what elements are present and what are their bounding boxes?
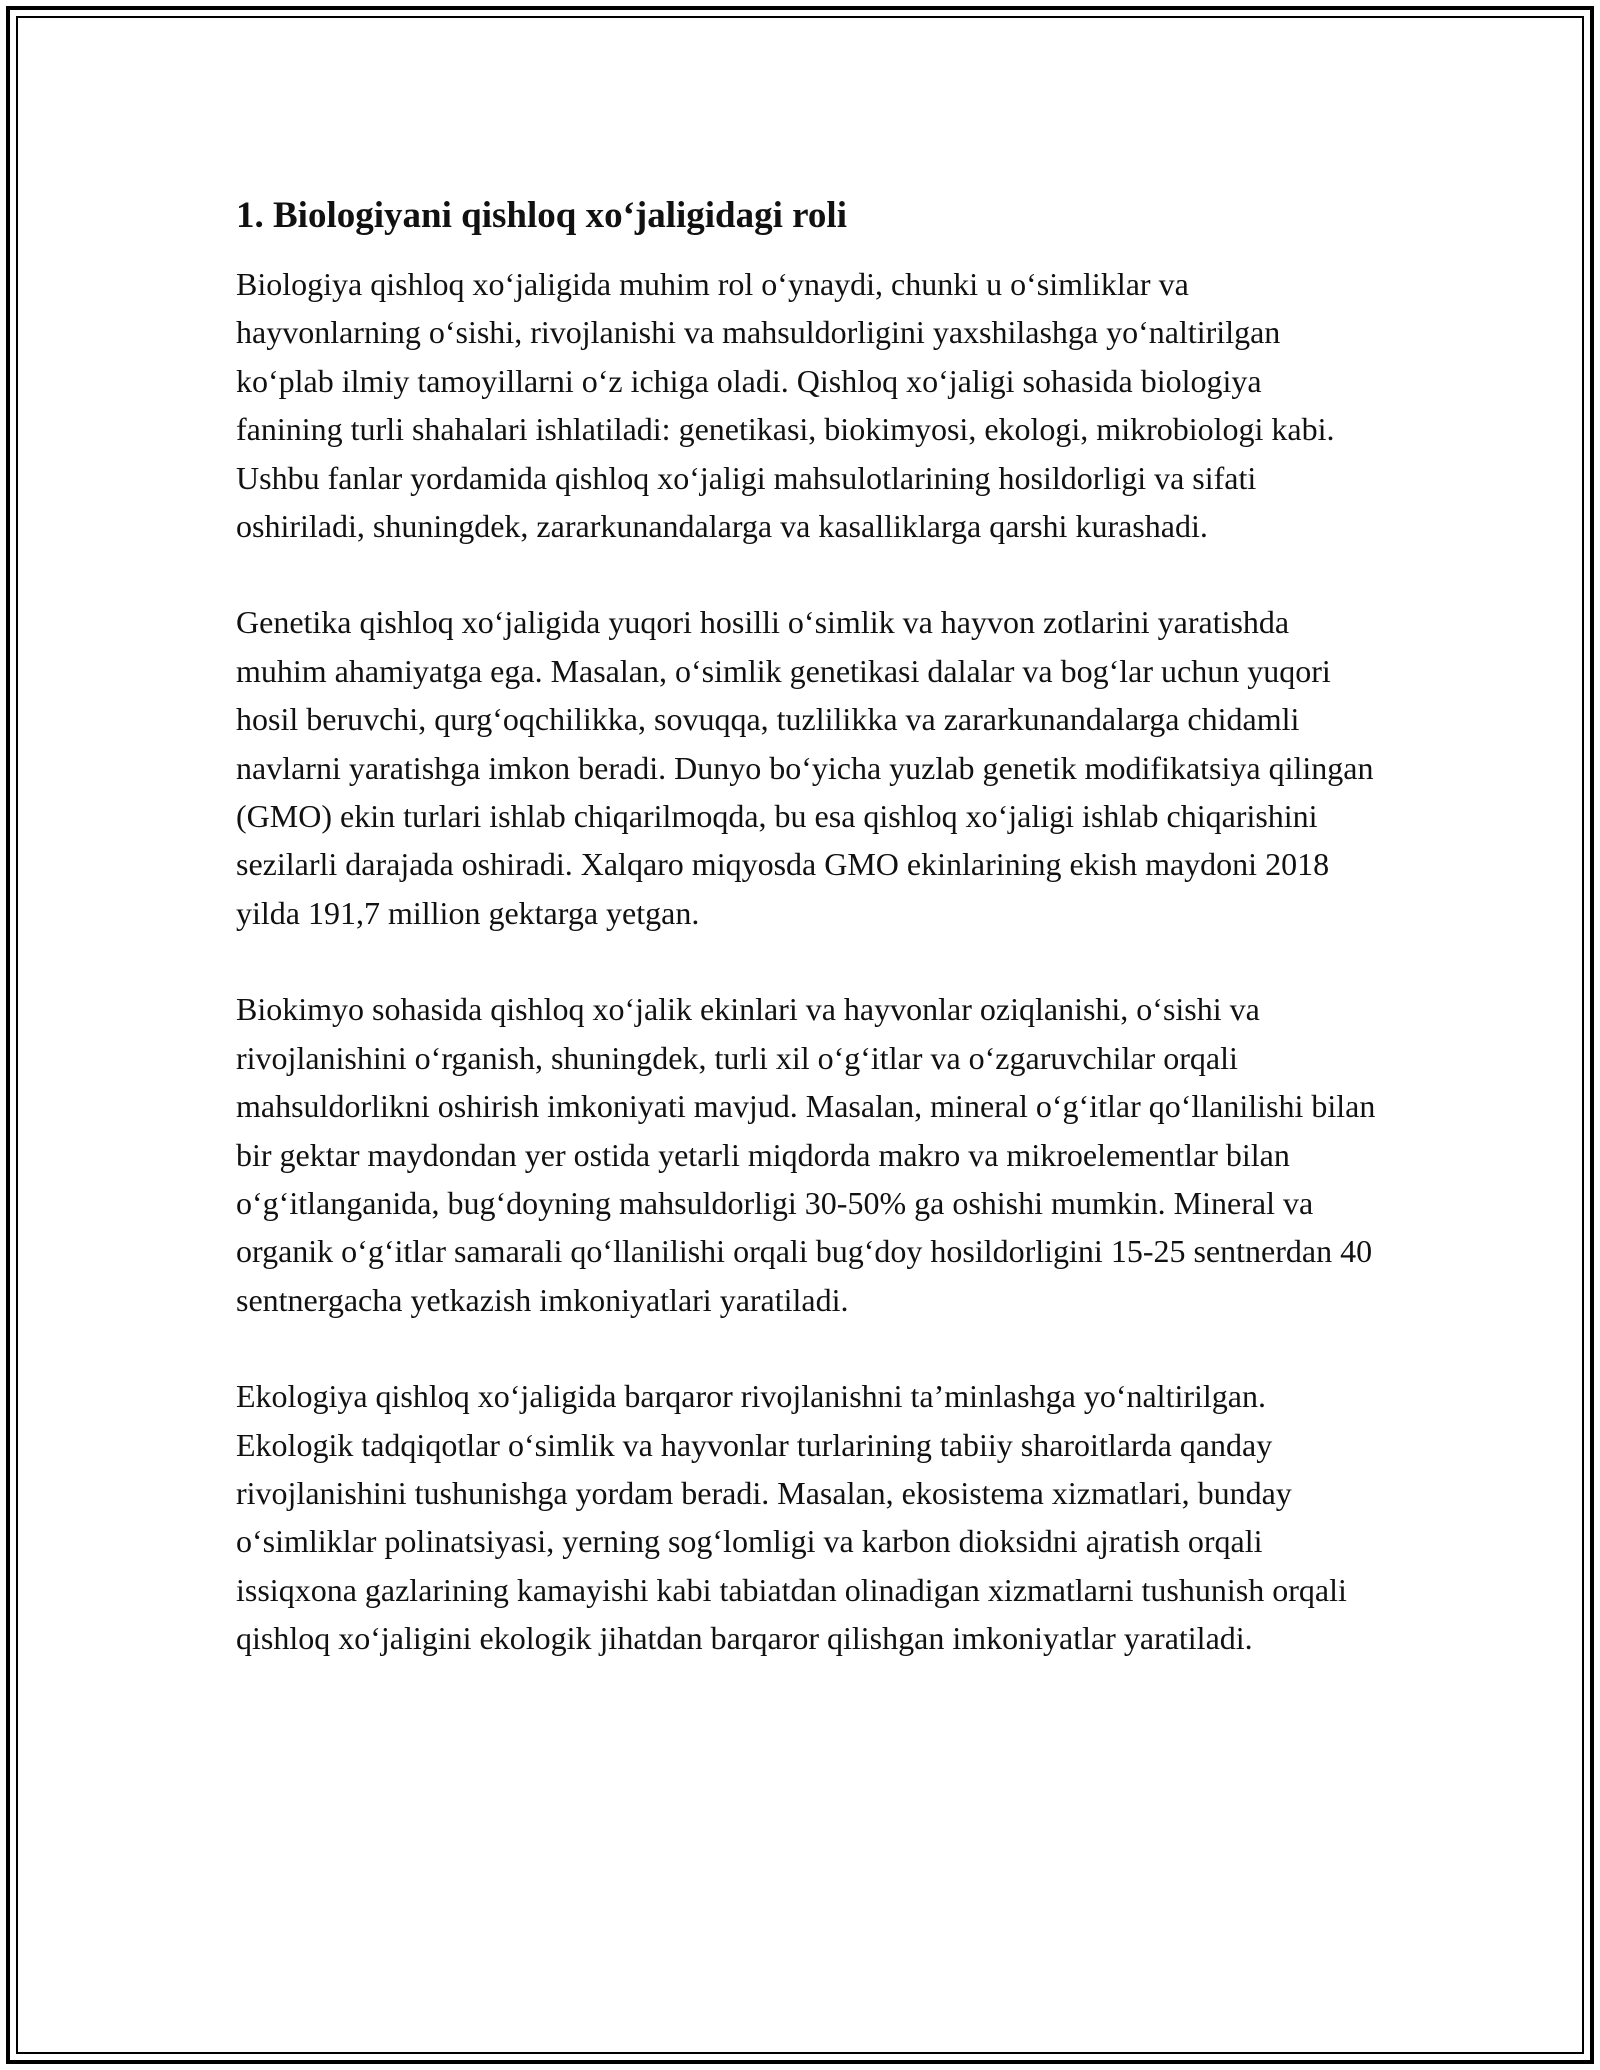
document-body bbox=[236, 190, 1376, 1663]
section-heading: 1. Biologiyani qishloq xo‘jaligidagi roli bbox=[236, 195, 847, 236]
paragraph-biology-role: Biologiya qishloq xo‘jaligida muhim rol o‘ynaydi, chunki u o‘simliklar va hayvonlarning o‘sishi, rivojlanishi va mahsuldorligini yaxshilashga yo‘naltirilgan ko‘plab ilmiy tamoyillarni o‘z ichiga oladi. Qishloq xo‘jaligi sohasida biologiya fanining turli shahalari ishlatiladi: genetikasi, biokimyosi, ekologi, mikrobiologi kabi. Ushbu fanlar yordamida qishloq xo‘jaligi mahsulotlarining hosildorligi va sifati oshiriladi, shuningdek, zararkunandalarga va kasalliklarga qarshi kurashadi. bbox=[236, 266, 1335, 545]
paragraph-genetics: Genetika qishloq xo‘jaligida yuqori hosilli o‘simlik va hayvon zotlarini yaratishda muhim ahamiyatga ega. Masalan, o‘simlik genetikasi dalalar va bog‘lar uchun yuqori hosil beruvchi, qurg‘oqchilikka, sovuqqa, tuzlilikka va zararkunandalarga chidamli navlarni yaratishga imkon beradi. Dunyo bo‘yicha yuzlab genetik modifikatsiya qilingan (GMO) ekin turlari ishlab chiqarilmoqda, bu esa qishloq xo‘jaligi ishlab chiqarishini sezilarli darajada oshiradi. Xalqaro miqyosda GMO ekinlarining ekish maydoni 2018 yilda 191,7 million gektarga yetgan. bbox=[236, 604, 1374, 931]
paragraph-ecology: Ekologiya qishloq xo‘jaligida barqaror rivojlanishni ta’minlashga yo‘naltirilgan. Ekologik tadqiqotlar o‘simlik va hayvonlar turlarining tabiiy sharoitlarda qanday rivojlanishini tushunishga yordam beradi. Masalan, ekosistema xizmatlari, bunday o‘simliklar polinatsiyasi, yerning sog‘lomligi va karbon dioksidni ajratish orqali issiqxona gazlarining kamayishi kabi tabiatdan olinadigan xizmatlarni tushunish orqali qishloq xo‘jaligini ekologik jihatdan barqaror qilishgan imkoniyatlar yaratiladi. bbox=[236, 1378, 1347, 1657]
paragraph-biochemistry: Biokimyo sohasida qishloq xo‘jalik ekinlari va hayvonlar oziqlanishi, o‘sishi va rivojlanishini o‘rganish, shuningdek, turli xil o‘g‘itlar va o‘zgaruvchilar orqali mahsuldorlikni oshirish imkoniyati mavjud. Masalan, mineral o‘g‘itlar qo‘llanilishi bilan bir gektar maydondan yer ostida yetarli miqdorda makro va mikroelementlar bilan o‘g‘itlanganida, bug‘doyning mahsuldorligi 30-50% ga oshishi mumkin. Mineral va organik o‘g‘itlar samarali qo‘llanilishi orqali bug‘doy hosildorligini 15-25 sentnerdan 40 sentnergacha yetkazish imkoniyatlari yaratiladi. bbox=[236, 991, 1376, 1318]
